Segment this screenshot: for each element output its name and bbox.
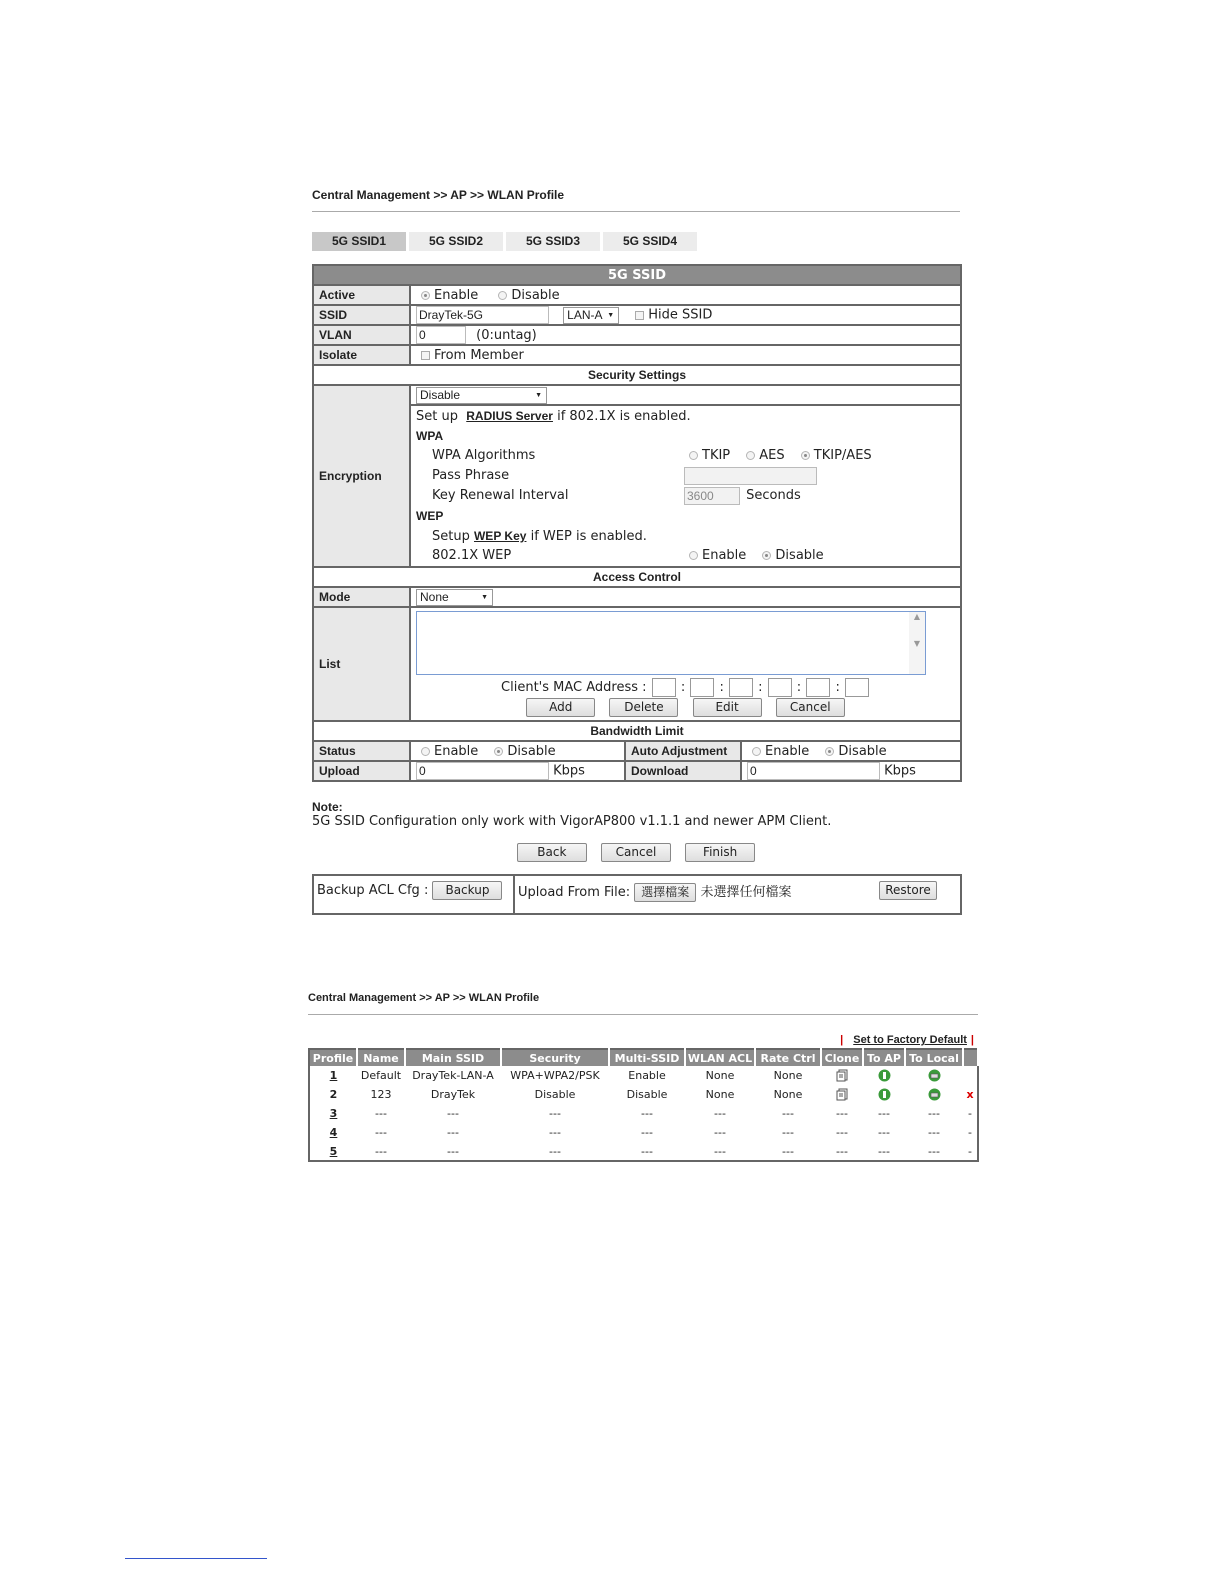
profile-link[interactable]: 5: [329, 1144, 338, 1158]
col-main-ssid: Main SSID: [405, 1049, 501, 1066]
pass-phrase-input[interactable]: [684, 467, 817, 485]
col-rate-ctrl: Rate Ctrl: [755, 1049, 821, 1066]
divider: [312, 211, 960, 212]
to-ap-icon[interactable]: [863, 1085, 905, 1104]
cell-ssid: ---: [447, 1126, 459, 1139]
upload-input[interactable]: 0: [416, 762, 549, 780]
cell-acl: None: [705, 1069, 735, 1082]
alg-tkipaes-radio[interactable]: [801, 451, 810, 460]
alg-aes-radio[interactable]: [746, 451, 755, 460]
download-input[interactable]: 0: [747, 762, 880, 780]
tab-bar: [312, 232, 960, 251]
acl-cancel-button[interactable]: Cancel: [776, 698, 845, 717]
tab-ssid3[interactable]: 5G SSID3: [506, 232, 600, 251]
status-disable-radio[interactable]: [494, 747, 503, 756]
vlan-label: VLAN: [313, 325, 410, 345]
cell-rate: ---: [782, 1126, 794, 1139]
cell-ssid: ---: [447, 1144, 459, 1158]
wpa-alg-label: WPA Algorithms: [432, 448, 536, 463]
cell-delete: [963, 1066, 978, 1085]
radius-setup-post: if 802.1X is enabled.: [557, 409, 691, 424]
alg-tkip-label: TKIP: [702, 448, 731, 463]
upload-unit: Kbps: [553, 763, 585, 779]
backup-label: Backup ACL Cfg :: [317, 883, 429, 898]
active-disable-radio[interactable]: [498, 291, 507, 300]
mac-octet-3[interactable]: [729, 678, 753, 697]
ssid-label: SSID: [313, 305, 410, 325]
profile-list-panel: [308, 992, 978, 1162]
tab-ssid1[interactable]: 5G SSID1: [312, 232, 406, 251]
wep-enable-label: Enable: [702, 548, 747, 563]
mac-octet-6[interactable]: [845, 678, 869, 697]
vlan-input[interactable]: 0: [416, 326, 466, 344]
wep-8021x-label: 802.1X WEP: [432, 548, 512, 563]
cell-multi-ssid: ---: [641, 1107, 653, 1120]
cell-security: Disable: [534, 1088, 576, 1101]
cell-rate: None: [773, 1069, 803, 1082]
list-label: List: [313, 607, 410, 721]
cell-acl: ---: [714, 1107, 726, 1120]
breadcrumb: Central Management >> AP >> WLAN Profile: [312, 188, 565, 202]
download-label: Download: [625, 761, 741, 781]
key-renewal-input[interactable]: 3600: [684, 487, 740, 505]
active-enable-label: Enable: [434, 287, 479, 303]
active-enable-radio[interactable]: [421, 291, 430, 300]
encryption-label: Encryption: [313, 385, 410, 567]
cell-clone: ---: [836, 1144, 848, 1158]
cell-to-local: ---: [928, 1144, 940, 1158]
cell-acl: None: [705, 1088, 735, 1101]
alg-tkipaes-label: TKIP/AES: [813, 448, 872, 463]
cell-multi-ssid: ---: [641, 1126, 653, 1139]
add-button[interactable]: Add: [526, 698, 595, 717]
acl-mode-select[interactable]: None ▼: [416, 589, 493, 606]
cell-clone: ---: [836, 1126, 848, 1139]
backup-table: [312, 874, 962, 915]
cell-acl: ---: [714, 1126, 726, 1139]
back-button[interactable]: Back: [517, 843, 587, 862]
security-section-title: Security Settings: [313, 365, 961, 385]
status-disable-label: Disable: [507, 743, 556, 759]
col-to-ap: To AP: [863, 1049, 905, 1066]
cell-delete: -: [968, 1107, 972, 1120]
delete-button[interactable]: Delete: [609, 698, 678, 717]
mac-octet-1[interactable]: [652, 678, 676, 697]
to-ap-icon[interactable]: [863, 1066, 905, 1085]
wep-key-link[interactable]: WEP Key: [473, 529, 527, 543]
acl-button-row: [416, 698, 955, 720]
cancel-button[interactable]: Cancel: [601, 843, 671, 862]
cell-to-local: ---: [928, 1126, 940, 1139]
encryption-select[interactable]: Disable ▼: [416, 387, 547, 404]
status-label: Status: [313, 741, 410, 761]
profile-table: [308, 1048, 979, 1162]
mac-octet-4[interactable]: [768, 678, 792, 697]
profile-link[interactable]: 3: [329, 1107, 338, 1120]
access-section-title: Access Control: [313, 567, 961, 587]
col-clone: Clone: [821, 1049, 863, 1066]
wep-disable-radio[interactable]: [762, 551, 771, 560]
edit-button[interactable]: Edit: [693, 698, 762, 717]
profile-link[interactable]: 2: [329, 1088, 338, 1101]
choose-file-button[interactable]: 選擇檔案: [634, 883, 696, 902]
cell-security: WPA+WPA2/PSK: [510, 1069, 600, 1082]
delete-profile-button[interactable]: x: [966, 1088, 974, 1101]
cell-multi-ssid: ---: [641, 1144, 653, 1158]
to-local-icon[interactable]: [905, 1066, 963, 1085]
ssid-table: [312, 264, 962, 782]
wep-title: WEP: [416, 509, 444, 523]
status-enable-radio[interactable]: [421, 747, 430, 756]
cell-name: ---: [375, 1126, 387, 1139]
backup-button[interactable]: Backup: [432, 881, 502, 900]
cell-rate: ---: [782, 1107, 794, 1120]
cell-to-local: ---: [928, 1107, 940, 1120]
table-title: 5G SSID: [313, 265, 961, 285]
cell-ssid: DrayTek-LAN-A: [412, 1069, 494, 1082]
cell-multi-ssid: Enable: [628, 1069, 666, 1082]
lan-select[interactable]: LAN-A ▼: [563, 307, 619, 324]
separator: |: [840, 1034, 844, 1046]
cell-to-ap: ---: [878, 1144, 890, 1158]
no-file-text: 未選擇任何檔案: [700, 885, 792, 900]
profile-header-row: [309, 1049, 978, 1066]
bandwidth-section-title: Bandwidth Limit: [313, 721, 961, 741]
isolate-option: From Member: [434, 347, 524, 363]
profile-link[interactable]: 4: [329, 1126, 338, 1139]
cell-name: ---: [375, 1107, 387, 1120]
auto-disable-label: Disable: [838, 743, 887, 759]
finish-button[interactable]: Finish: [685, 843, 755, 862]
tab-ssid4[interactable]: 5G SSID4: [603, 232, 697, 251]
key-renewal-label: Key Renewal Interval: [432, 488, 569, 503]
col-multi-ssid: Multi-SSID: [609, 1049, 685, 1066]
status-enable-label: Enable: [434, 743, 479, 759]
cell-to-ap: ---: [878, 1107, 890, 1120]
vlan-hint: (0:untag): [476, 327, 537, 343]
mac-octet-5[interactable]: [806, 678, 830, 697]
wep-setup-post: if WEP is enabled.: [530, 529, 647, 544]
auto-adjust-label: Auto Adjustment: [625, 741, 741, 761]
tab-ssid2[interactable]: 5G SSID2: [409, 232, 503, 251]
profile-link[interactable]: 1: [329, 1069, 338, 1082]
table-row: [309, 1066, 978, 1085]
profile-breadcrumb: Central Management >> AP >> WLAN Profile: [308, 992, 540, 1004]
isolate-label: Isolate: [313, 345, 410, 365]
alg-tkip-radio[interactable]: [689, 451, 698, 460]
hide-ssid-checkbox[interactable]: [635, 311, 644, 320]
table-row: [309, 1085, 978, 1104]
action-buttons: [312, 843, 960, 863]
wep-setup-pre: Setup: [432, 529, 470, 544]
cell-rate: ---: [782, 1144, 794, 1158]
wpa-title: WPA: [416, 429, 444, 443]
active-label: Active: [313, 285, 410, 305]
cell-rate: None: [773, 1088, 803, 1101]
mac-list-box[interactable]: [416, 611, 926, 675]
cell-security: ---: [549, 1126, 561, 1139]
note-title: Note:: [312, 800, 343, 814]
col-profile: Profile: [309, 1049, 357, 1066]
auto-disable-radio[interactable]: [825, 747, 834, 756]
factory-default-link[interactable]: Set to Factory Default: [853, 1034, 967, 1046]
mac-address-label: Client's MAC Address :: [501, 680, 647, 695]
cell-security: ---: [549, 1107, 561, 1120]
to-local-icon[interactable]: [905, 1085, 963, 1104]
alg-aes-label: AES: [759, 448, 785, 463]
col-wlan-acl: WLAN ACL: [685, 1049, 755, 1066]
encryption-details: [410, 405, 961, 567]
table-row: [309, 1123, 978, 1142]
cell-ssid: DrayTek: [430, 1088, 476, 1101]
table-row: [309, 1104, 978, 1123]
download-unit: Kbps: [884, 763, 916, 779]
cell-delete: -: [968, 1144, 972, 1158]
factory-default-row: [308, 1034, 978, 1048]
key-renewal-unit: Seconds: [746, 488, 801, 503]
radius-setup-pre: Set up: [416, 409, 458, 424]
mac-address-row: Client's MAC Address : : : : : :: [416, 677, 955, 698]
note-text: 5G SSID Configuration only work with VigorAP800 v1.1.1 and newer APM Client.: [312, 814, 832, 829]
cell-multi-ssid: Disable: [626, 1088, 668, 1101]
upload-file-label: Upload From File:: [518, 885, 631, 900]
cell-name: ---: [375, 1144, 387, 1158]
cell-name: 123: [370, 1088, 392, 1101]
footnote-rule: [125, 1558, 267, 1559]
active-disable-label: Disable: [511, 287, 560, 303]
cell-to-ap: ---: [878, 1126, 890, 1139]
col-to-local: To Local: [905, 1049, 963, 1066]
col-delete: [963, 1049, 978, 1066]
clone-icon[interactable]: [821, 1085, 863, 1104]
ssid-input[interactable]: DrayTek-5G: [416, 306, 549, 324]
wep-enable-radio[interactable]: [689, 551, 698, 560]
cell-security: ---: [549, 1144, 561, 1158]
cell-delete: -: [968, 1126, 972, 1139]
upload-label: Upload: [313, 761, 410, 781]
cell-ssid: ---: [447, 1107, 459, 1120]
pass-phrase-label: Pass Phrase: [432, 468, 510, 483]
hide-ssid-label: Hide SSID: [648, 307, 713, 323]
clone-icon[interactable]: [821, 1066, 863, 1085]
col-security: Security: [501, 1049, 609, 1066]
restore-button[interactable]: Restore: [879, 881, 937, 900]
mac-octet-2[interactable]: [690, 678, 714, 697]
cell-acl: ---: [714, 1144, 726, 1158]
profile-divider: [308, 1014, 978, 1015]
mode-label: Mode: [313, 587, 410, 607]
table-row: [309, 1142, 978, 1161]
isolate-checkbox[interactable]: [421, 351, 430, 360]
radius-server-link[interactable]: RADIUS Server: [466, 409, 553, 423]
cell-name: Default: [360, 1069, 402, 1082]
auto-enable-radio[interactable]: [752, 747, 761, 756]
auto-enable-label: Enable: [765, 743, 810, 759]
note-block: [312, 800, 960, 829]
ssid-config-panel: [312, 188, 960, 915]
col-name: Name: [357, 1049, 405, 1066]
wep-disable-label: Disable: [775, 548, 824, 563]
list-scrollbar[interactable]: ▲ ▼: [909, 612, 925, 674]
separator: |: [970, 1034, 974, 1046]
cell-clone: ---: [836, 1107, 848, 1120]
